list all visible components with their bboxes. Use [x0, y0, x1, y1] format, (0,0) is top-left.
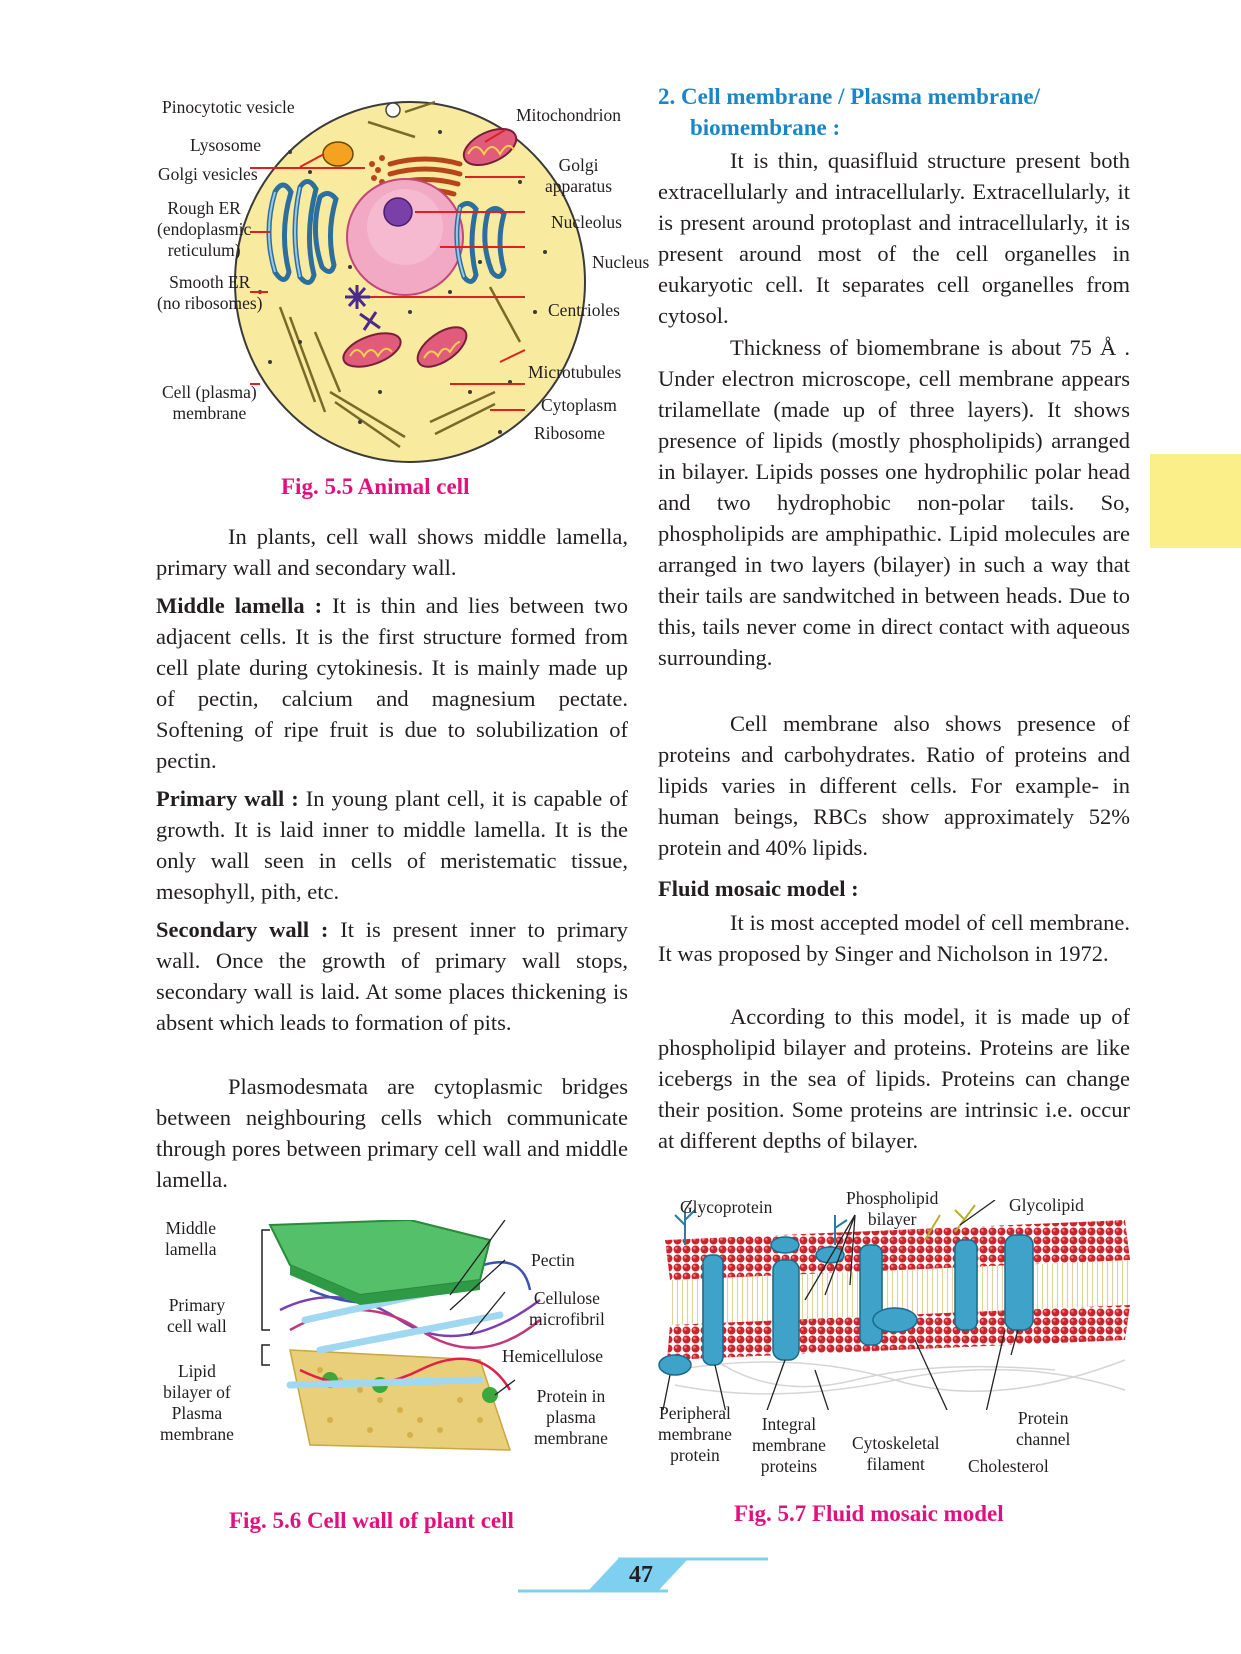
label-phospholipid-bilayer: Phospholipid bilayer [846, 1188, 939, 1229]
paragraph-fluid-mosaic-model: According to this model, it is made up of phospholipid bilayer and proteins. Proteins are like icebergs in the sea of lipids. Proteins can change their position. Some proteins are intrinsic i.e. occur at different depths of bilayer. [658, 1004, 1130, 1153]
label-ribosome: Ribosome [534, 423, 605, 443]
label-protein-channel: Protein channel [1016, 1408, 1071, 1449]
paragraph-membrane-structure: It is thin, quasifluid structure present both extracellularly and intracellularly. Extracellularly, it is present around protoplast and intracellularly, it is present around most of the cell organelles in eukaryotic cell. It separates cell organelles from cytosol. [658, 148, 1130, 328]
label-primary-cell-wall: Primary cell wall [167, 1295, 227, 1336]
figure-caption-animal-cell: Fig. 5.5 Animal cell [281, 474, 470, 499]
paragraph-fluid-mosaic-origin: It is most accepted model of cell membrane. It was proposed by Singer and Nicholson in 1972. [658, 910, 1130, 966]
label-protein-in-plasma-membrane: Protein in plasma membrane [534, 1386, 608, 1448]
paragraph-cell-wall-intro: In plants, cell wall shows middle lamella, primary wall and secondary wall. [156, 524, 628, 580]
label-cytoplasm: Cytoplasm [541, 395, 617, 415]
label-hemicellulose: Hemicellulose [502, 1346, 604, 1366]
label-nucleolus: Nucleolus [551, 212, 622, 232]
label-golgi-apparatus: Golgi apparatus [545, 155, 613, 196]
label-lysosome: Lysosome [190, 135, 261, 155]
label-cell-membrane: Cell (plasma) membrane [162, 382, 257, 423]
paragraph-secondary-wall: Secondary wall : It is present inner to primary wall. Once the growth of primary wall stops, secondary wall is laid. At some places thickening is absent which leads to formation of pits. [156, 917, 628, 1035]
label-middle-lamella: Middle lamella [165, 1218, 217, 1259]
label-smooth-er: Smooth ER (no ribosomes) [157, 272, 263, 313]
label-integral-membrane-proteins: Integral membrane proteins [752, 1414, 826, 1476]
chapter-side-tab [1150, 454, 1241, 548]
page-number: 47 [629, 1562, 653, 1588]
label-rough-er: Rough ER (endoplasmic reticulum) [157, 198, 252, 260]
paragraph-plasmodesmata: Plasmodesmata are cytoplasmic bridges between neighbouring cells which communicate through pores between primary cell wall and middle lamella. [156, 1074, 628, 1192]
label-centrioles: Centrioles [548, 300, 620, 320]
cell-wall-diagram [250, 1220, 550, 1460]
label-glycolipid: Glycolipid [1009, 1195, 1084, 1215]
paragraph-membrane-thickness: Thickness of biomembrane is about 75 Å . Under electron microscope, cell membrane appears trilamellate (made up of three layers). It shows presence of lipids (mostly phospholipids) arranged in bilayer. Lipids posses one hydrophilic polar head and two hydrophobic non-polar tails. So, phospholipids are amphipathic. Lipid molecules are arranged in two layers (bilayer) in such a way that their tails are sandwitched in between heads. Due to this, tails never come in direct contact with aqueous surrounding. [658, 335, 1130, 670]
paragraph-primary-wall: Primary wall : In young plant cell, it is capable of growth. It is laid inner to middle lamella. It is the only wall seen in cells of meristematic tissue, mesophyll, pith, etc. [156, 786, 628, 904]
label-mitochondrion: Mitochondrion [516, 105, 621, 125]
label-lipid-bilayer: Lipid bilayer of Plasma membrane [160, 1361, 234, 1444]
label-cholesterol: Cholesterol [968, 1456, 1049, 1476]
paragraph-middle-lamella: Middle lamella : It is thin and lies between two adjacent cells. It is the first structure formed from cell plate during cytokinesis. It is mainly made up of pectin, calcium and magnesium pectate. Softening of ripe fruit is due to solubilization of pectin. [156, 593, 628, 773]
label-cellulose-microfibril: Cellulose microfibril [529, 1288, 605, 1329]
label-pectin: Pectin [531, 1250, 575, 1270]
paragraph-membrane-proteins: Cell membrane also shows presence of proteins and carbohydrates. Ratio of proteins and lipids varies in different cells. For example- in human beings, RBCs show approximately 52% protein and 40% lipids. [658, 711, 1130, 860]
label-microtubules: Microtubules [528, 362, 622, 382]
section-heading-cell-membrane: 2. Cell membrane / Plasma membrane/ biomembrane : [658, 84, 1040, 140]
label-nucleus: Nucleus [592, 252, 650, 272]
label-golgi-vesicles: Golgi vesicles [158, 164, 258, 184]
label-cytoskeletal-filament: Cytoskeletal filament [852, 1433, 940, 1474]
fluid-mosaic-diagram [655, 1200, 1135, 1410]
figure-caption-fluid-mosaic: Fig. 5.7 Fluid mosaic model [734, 1501, 1004, 1526]
figure-caption-cell-wall: Fig. 5.6 Cell wall of plant cell [229, 1508, 514, 1533]
label-pinocytotic-vesicle: Pinocytotic vesicle [162, 97, 295, 117]
subheading-fluid-mosaic: Fluid mosaic model : [658, 876, 859, 901]
label-glycoprotein: Glycoprotein [680, 1197, 773, 1217]
label-peripheral-membrane-protein: Peripheral membrane protein [658, 1403, 732, 1465]
